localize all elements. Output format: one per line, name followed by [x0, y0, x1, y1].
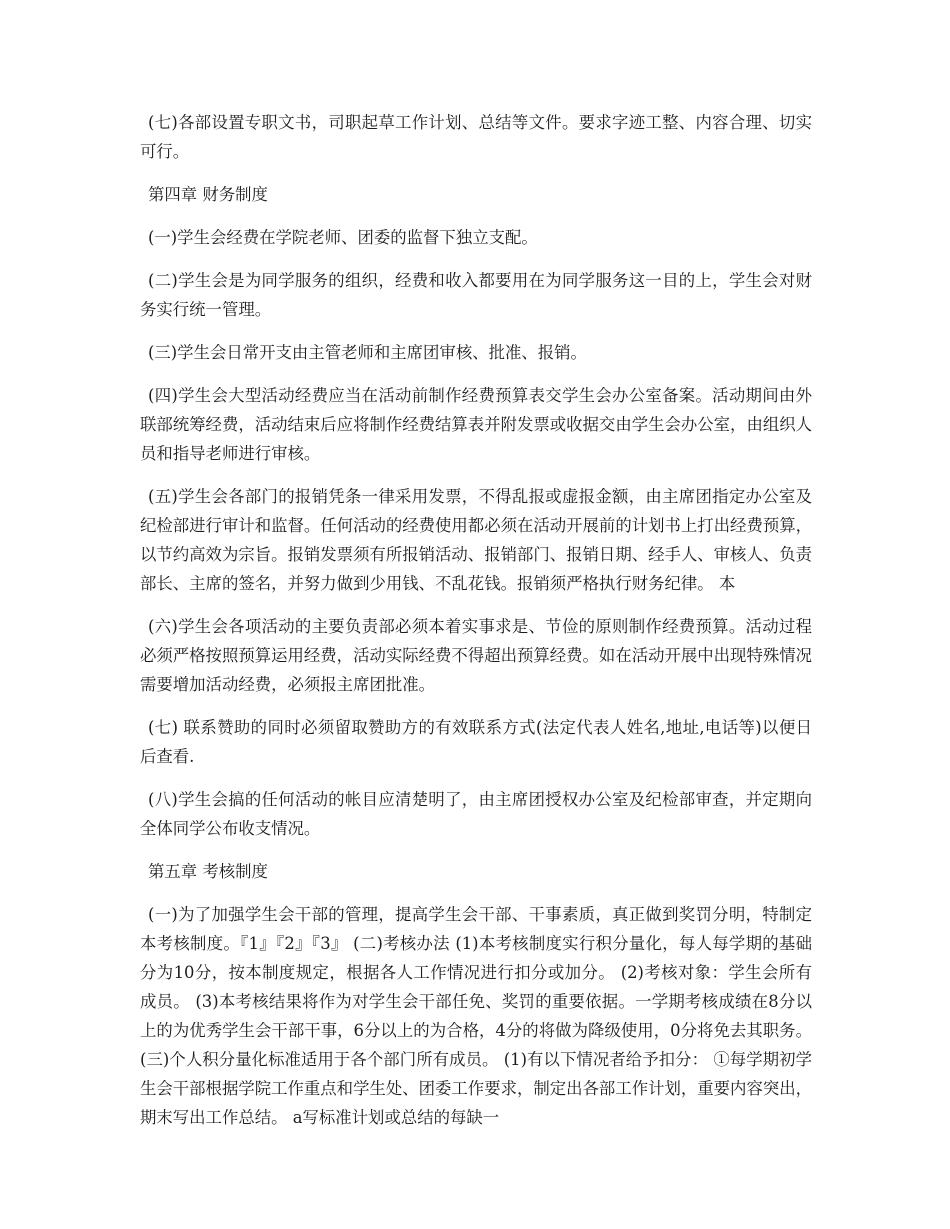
paragraph-finance-2: (二)学生会是为同学服务的组织，经费和收入都要用在为同学服务这一目的上，学生会对财务实行统一管理。: [140, 271, 812, 319]
paragraph-finance-3: (三)学生会日常开支由主管老师和主席团审核、批准、报销。: [148, 343, 587, 362]
paragraph-7-secretary: (七)各部设置专职文书，司职起草工作计划、总结等文件。要求字迹工整、内容合理、切实可行。: [140, 113, 812, 161]
paragraph-finance-8: (八)学生会搞的任何活动的帐目应清楚明了，由主席团授权办公室及纪检部审查，并定期向全体同学公布收支情况。: [140, 790, 812, 838]
paragraph-finance-5: (五)学生会各部门的报销凭条一律采用发票，不得乱报或虚报金额，由主席团指定办公室及纪检部进行审计和监督。任何活动的经费使用都必须在活动开展前的计划书上打出经费预算，以节约高效为宗旨。报销发票须有所报销活动、报销部门、报销日期、经手人、审核人、负责部长、主席的签名，并努力做到少用钱、不乱花钱。报销须严格执行财务纪律。 本: [140, 487, 813, 593]
paragraph-finance-1: (一)学生会经费在学院老师、团委的监督下独立支配。: [148, 228, 538, 247]
chapter-5-heading: 第五章 考核制度: [148, 862, 268, 881]
paragraph-finance-7: (七) 联系赞助的同时必须留取赞助方的有效联系方式(法定代表人姓名,地址,电话等)以便日后查看.: [140, 718, 812, 766]
document-page: [140, 108, 812, 1146]
paragraph-assessment-1: (一)为了加强学生会干部的管理，提高学生会干部、干事素质，真正做到奖罚分明，特制定本考核制度。『1』『2』『3』 (二)考核办法 (1)本考核制度实行积分量化，每人每学期的基础分为10分，按本制度规定，根据各人工作情况进行扣分或加分。 (2)考核对象：学生会所有成员。 (3)本考核结果将作为对学生会干部任免、奖罚的重要依据。一学期考核成绩在8分以上的为优秀学生会干部干事，6分以上的为合格，4分的将做为降级使用，0分将免去其职务。 (三)个人积分量化标准适用于各个部门所有成员。 (1)有以下情况者给予扣分： ①每学期初学生会干部根据学院工作重点和学生处、团委工作要求，制定出各部工作计划，重要内容突出，期末写出工作总结。 a写标准计划或总结的每缺一: [140, 905, 813, 1127]
chapter-4-heading: 第四章 财务制度: [148, 185, 268, 204]
paragraph-finance-6: (六)学生会各项活动的主要负责部必须本着实事求是、节俭的原则制作经费预算。活动过程必须严格按照预算运用经费，活动实际经费不得超出预算经费。如在活动开展中出现特殊情况需要增加活动经费，必须报主席团批准。: [140, 617, 813, 694]
paragraph-finance-4: (四)学生会大型活动经费应当在活动前制作经费预算表交学生会办公室备案。活动期间由外联部统筹经费，活动结束后应将制作经费结算表并附发票或收据交由学生会办公室，由组织人员和指导老师进行审核。: [140, 386, 813, 463]
